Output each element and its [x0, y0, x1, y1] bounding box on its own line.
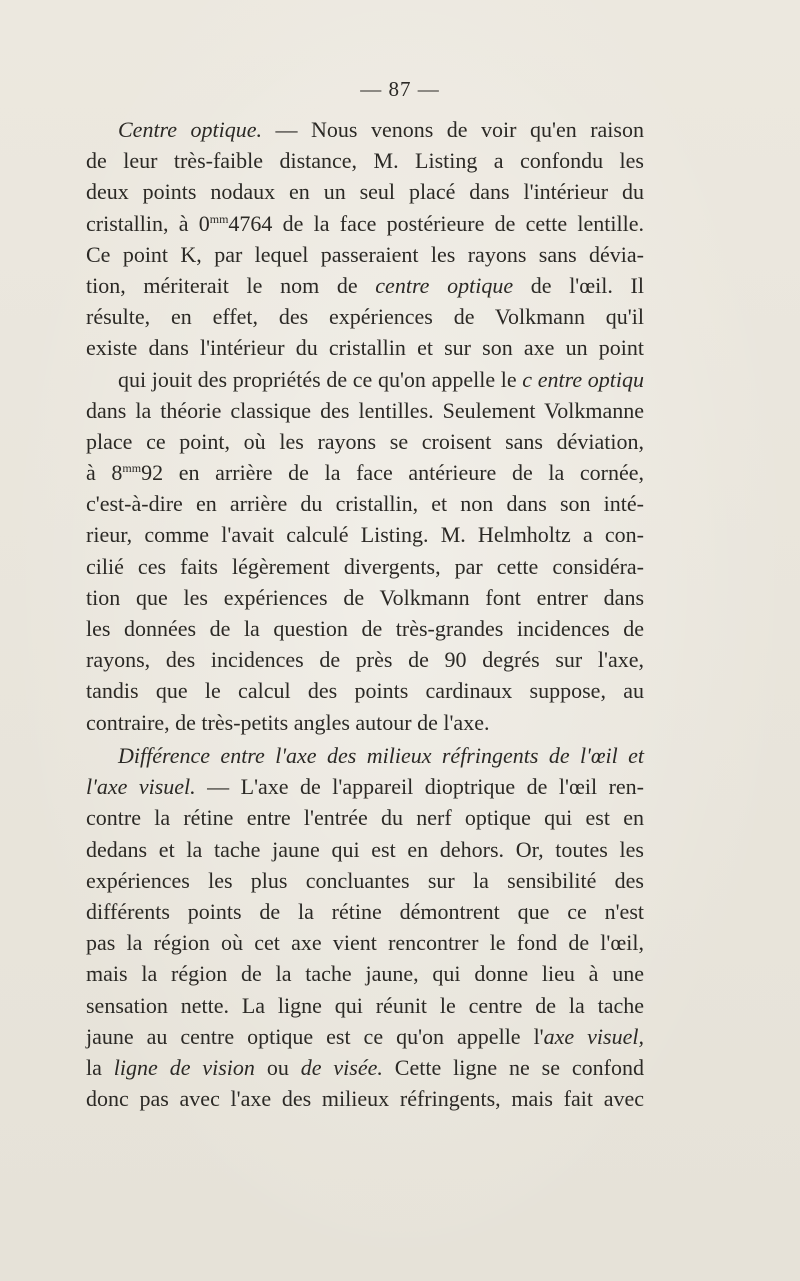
text-line: tandis que le calcul des points cardinaux suppose, au [86, 678, 644, 704]
italic-term: axe visuel, [543, 1023, 644, 1049]
text-line: résulte, en effet, des expériences de Volkmann qu'il [86, 304, 644, 330]
text-line: existe dans l'intérieur du cristallin et sur son axe un point [86, 335, 644, 361]
text-line: de leur très-faible distance, M. Listing a confondu les [86, 148, 644, 174]
unit-superscript: mm [122, 461, 142, 476]
text-line: différents points de la rétine démontrent que ce n'est [86, 898, 644, 924]
section-heading: l'axe visuel. [86, 774, 196, 800]
italic-term: c entre optiqu [522, 366, 644, 392]
text-line [86, 771, 644, 802]
text-span: à 8 [86, 460, 123, 486]
section-heading: Différence entre l'axe des milieux réfringents de l'œil et [118, 743, 644, 768]
text-line: sensation nette. La ligne qui réunit le centre de la tache [86, 992, 644, 1018]
paragraph-axe-visuel [86, 740, 644, 1114]
page-number: — 87 — [360, 77, 440, 101]
text-line: c'est-à-dire en arrière du cristallin, et non dans son inté- [86, 491, 644, 517]
text-line [86, 364, 644, 395]
text-line: contre la rétine entre l'entrée du nerf optique qui est en [86, 805, 644, 831]
text-span: — L'axe de l'appareil dioptrique de l'œil ren- [195, 774, 644, 800]
text-span: tion, mériterait le nom de [86, 272, 376, 298]
text-line: dans la théorie classique des lentilles. Seulement Volkmanne [86, 397, 644, 423]
text-span: 92 en arrière de la face antérieure de la cornée, [141, 460, 645, 486]
text-line: dedans et la tache jaune qui est en dehors. Or, toutes les [86, 836, 644, 862]
text-line [86, 457, 644, 488]
text-span: qui jouit des propriétés de ce qu'on appelle le [118, 366, 523, 392]
text-line: mais la région de la tache jaune, qui donne lieu à une [86, 961, 644, 987]
text-span: cristallin, à 0 [86, 210, 210, 236]
text-line: expériences les plus concluantes sur la sensibilité des [86, 867, 644, 893]
italic-term: centre optique [375, 272, 514, 298]
section-heading: Centre optique. [118, 117, 263, 142]
text-span: — Nous venons de voir qu'en raison [262, 117, 644, 142]
text-line: rayons, des incidences de près de 90 degrés sur l'axe, [86, 647, 644, 673]
text-line: donc pas avec l'axe des milieux réfringents, mais fait avec [86, 1086, 644, 1112]
text-span: Cette ligne ne se confond [382, 1054, 644, 1080]
italic-term: ligne de vision [113, 1054, 255, 1080]
text-line: deux points nodaux en un seul placé dans l'intérieur du [86, 179, 644, 205]
italic-term: de visée. [300, 1054, 383, 1080]
text-line [86, 1052, 644, 1083]
text-span: 4764 de la face postérieure de cette lentille. [228, 210, 644, 236]
text-line [86, 270, 644, 301]
text-span: jaune au centre optique est ce qu'on appelle l' [86, 1023, 544, 1049]
text-span: la [86, 1054, 114, 1080]
paragraph-centre-optique [86, 114, 644, 738]
text-line: Ce point K, par lequel passeraient les rayons sans dévia- [86, 241, 644, 267]
text-line [86, 114, 644, 145]
text-line [86, 208, 644, 239]
text-line: les données de la question de très-grandes incidences de [86, 616, 644, 641]
text-span: ou [254, 1054, 301, 1080]
text-line: place ce point, où les rayons se croisent sans déviation, [86, 428, 644, 454]
text-line [86, 1021, 644, 1052]
text-line: pas la région où cet axe vient rencontrer le fond de l'œil, [86, 930, 644, 956]
text-line: cilié ces faits légèrement divergents, par cette considéra- [86, 553, 644, 579]
text-span: de l'œil. Il [513, 272, 644, 298]
text-line: contraire, de très-petits angles autour de l'axe. [86, 709, 490, 735]
text-line: tion que les expériences de Volkmann font entrer dans [86, 584, 644, 610]
unit-superscript: mm [209, 211, 229, 226]
text-line: rieur, comme l'avait calculé Listing. M. Helmholtz a con- [86, 522, 644, 548]
